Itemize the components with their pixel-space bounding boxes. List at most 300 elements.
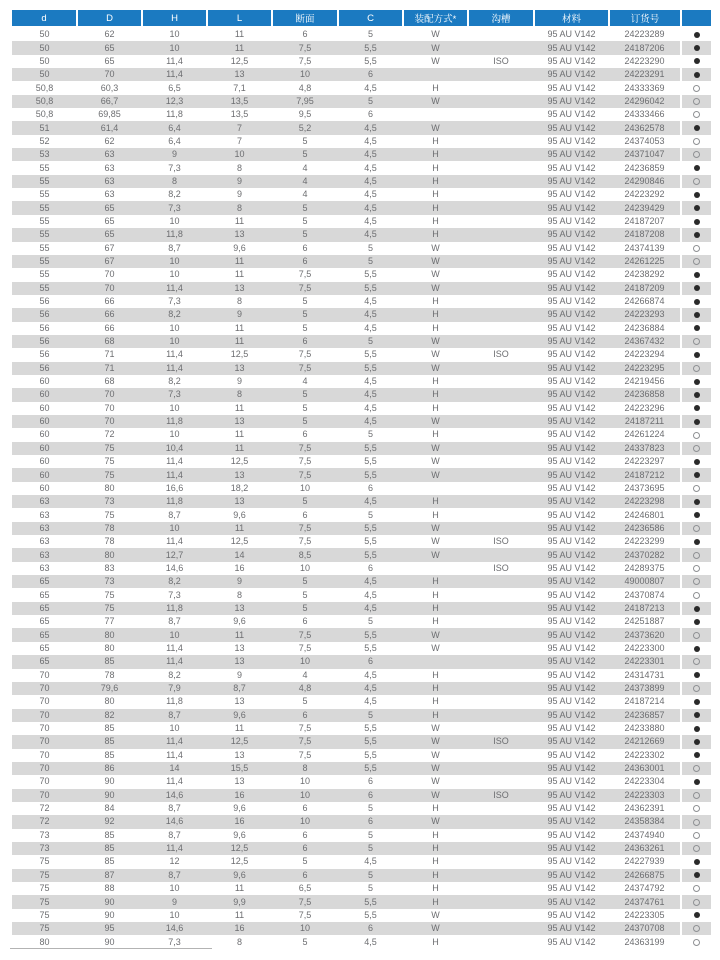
cell-material: 95 AU V142 — [547, 816, 596, 827]
availability-cell — [681, 415, 711, 428]
cell-C: 4,5 — [364, 589, 377, 600]
cell-d: 70 — [39, 776, 50, 787]
cell-C: 4,5 — [364, 175, 377, 186]
cell-D: 85 — [104, 749, 115, 760]
cell-assembly: H — [432, 402, 439, 413]
table-row — [12, 735, 711, 748]
cell-groove — [468, 95, 534, 108]
cell-section: 10 — [299, 656, 310, 667]
cell-C: 5 — [367, 95, 373, 106]
cell-d: 65 — [39, 589, 50, 600]
cell-order-number: 24266875 — [624, 869, 665, 880]
cell-L: 11 — [234, 909, 245, 920]
cell-order-number: 24363199 — [624, 936, 665, 947]
cell-groove — [468, 869, 534, 882]
cell-assembly — [403, 68, 468, 81]
cell-assembly: W — [431, 242, 440, 253]
cell-material: 95 AU V142 — [547, 429, 596, 440]
cell-order-number: 24374761 — [624, 896, 665, 907]
cell-assembly — [403, 562, 468, 575]
empty-circle-icon — [693, 685, 700, 692]
cell-d: 60 — [39, 469, 50, 480]
filled-circle-icon — [694, 272, 700, 278]
cell-D: 85 — [104, 843, 115, 854]
filled-circle-icon — [694, 405, 700, 411]
cell-D: 75 — [104, 509, 115, 520]
cell-D: 78 — [104, 669, 115, 680]
cell-C: 5 — [367, 616, 373, 627]
cell-order-number: 24337823 — [624, 442, 665, 453]
cell-order-number: 24187207 — [624, 215, 665, 226]
availability-cell — [681, 228, 711, 241]
cell-D: 80 — [104, 642, 115, 653]
cell-H: 7,3 — [168, 162, 181, 173]
cell-C: 5,5 — [364, 269, 377, 280]
table-row — [12, 482, 711, 495]
cell-assembly: H — [432, 696, 439, 707]
empty-circle-icon — [693, 805, 700, 812]
cell-d: 63 — [39, 549, 50, 560]
cell-d: 51 — [39, 122, 50, 133]
cell-L: 11 — [234, 29, 245, 40]
filled-circle-icon — [694, 352, 700, 358]
cell-D: 68 — [104, 376, 115, 387]
availability-cell — [681, 642, 711, 655]
cell-assembly: W — [431, 269, 440, 280]
cell-groove — [468, 935, 534, 948]
cell-d: 70 — [39, 709, 50, 720]
cell-section: 4,8 — [298, 82, 312, 93]
cell-section: 6,5 — [298, 883, 312, 894]
cell-C: 5,5 — [364, 469, 377, 480]
cell-D: 70 — [104, 69, 115, 80]
cell-C: 4,5 — [364, 402, 377, 413]
cell-section: 7,5 — [298, 736, 312, 747]
cell-material: 95 AU V142 — [547, 509, 596, 520]
cell-L: 9 — [236, 309, 242, 320]
cell-D: 84 — [104, 803, 115, 814]
cell-assembly: W — [431, 29, 440, 40]
empty-circle-icon — [693, 939, 700, 946]
cell-d: 63 — [39, 562, 50, 573]
cell-section: 10 — [299, 562, 310, 573]
cell-D: 71 — [104, 362, 115, 373]
empty-circle-icon — [693, 432, 700, 439]
cell-assembly: W — [431, 642, 440, 653]
cell-L: 8 — [236, 162, 242, 173]
cell-groove — [468, 855, 534, 868]
cell-section: 7,5 — [298, 642, 312, 653]
cell-material: 95 AU V142 — [547, 282, 596, 293]
availability-cell — [681, 81, 711, 94]
cell-order-number: 24187212 — [624, 469, 665, 480]
cell-H: 6,4 — [168, 135, 181, 146]
cell-groove — [468, 482, 534, 495]
cell-material: 95 AU V142 — [547, 656, 596, 667]
availability-cell — [681, 815, 711, 828]
cell-C: 5,5 — [364, 42, 377, 53]
cell-d: 70 — [39, 749, 50, 760]
cell-D: 80 — [104, 549, 115, 560]
cell-L: 13 — [234, 362, 245, 373]
cell-order-number: 24187213 — [624, 602, 665, 613]
cell-D: 92 — [104, 816, 115, 827]
filled-circle-icon — [694, 726, 700, 732]
cell-L: 8 — [236, 389, 242, 400]
cell-D: 75 — [104, 589, 115, 600]
cell-groove — [468, 455, 534, 468]
cell-C: 4,5 — [364, 322, 377, 333]
filled-circle-icon — [694, 619, 700, 625]
filled-circle-icon — [694, 499, 700, 505]
table-row — [12, 402, 711, 415]
table-row — [12, 161, 711, 174]
cell-material: 95 AU V142 — [547, 909, 596, 920]
cell-section: 6 — [302, 803, 308, 814]
cell-section: 6 — [302, 29, 308, 40]
cell-d: 55 — [39, 242, 50, 253]
cell-groove — [468, 508, 534, 521]
cell-d: 60 — [39, 456, 50, 467]
cell-assembly: W — [431, 763, 440, 774]
empty-circle-icon — [693, 885, 700, 892]
cell-C: 4,5 — [364, 122, 377, 133]
cell-groove — [468, 442, 534, 455]
cell-order-number: 24373620 — [624, 629, 665, 640]
availability-cell — [681, 348, 711, 361]
cell-section: 6 — [302, 429, 308, 440]
cell-d: 50 — [39, 69, 50, 80]
cell-order-number: 24370874 — [624, 589, 665, 600]
cell-assembly: W — [431, 909, 440, 920]
cell-L: 13 — [234, 282, 245, 293]
cell-L: 18,2 — [230, 482, 249, 493]
filled-circle-icon — [694, 165, 700, 171]
cell-d: 65 — [39, 616, 50, 627]
availability-cell — [681, 602, 711, 615]
cell-order-number: 24239429 — [624, 202, 665, 213]
cell-order-number: 24261225 — [624, 256, 665, 267]
cell-material: 95 AU V142 — [547, 602, 596, 613]
cell-material: 95 AU V142 — [547, 683, 596, 694]
cell-H: 11,8 — [166, 696, 183, 707]
cell-L: 12,5 — [230, 55, 249, 66]
cell-C: 5,5 — [364, 456, 377, 467]
cell-d: 70 — [39, 763, 50, 774]
cell-material: 95 AU V142 — [547, 562, 596, 573]
cell-assembly: H — [432, 189, 439, 200]
cell-section: 7,5 — [298, 536, 312, 547]
cell-C: 5,5 — [364, 763, 377, 774]
cell-section: 10 — [299, 923, 310, 934]
cell-d: 72 — [39, 816, 50, 827]
cell-d: 56 — [39, 349, 50, 360]
empty-circle-icon — [693, 832, 700, 839]
cell-D: 65 — [104, 229, 115, 240]
cell-section: 6 — [302, 843, 308, 854]
cell-D: 80 — [104, 696, 115, 707]
filled-circle-icon — [694, 192, 700, 198]
cell-order-number: 24223290 — [624, 55, 665, 66]
cell-assembly — [403, 108, 468, 121]
cell-C: 5 — [367, 803, 373, 814]
cell-groove — [468, 282, 534, 295]
cell-C: 5,5 — [364, 896, 377, 907]
availability-cell — [681, 655, 711, 668]
availability-cell — [681, 442, 711, 455]
table-row — [12, 882, 711, 895]
cell-H: 10 — [169, 522, 180, 533]
cell-C: 6 — [367, 482, 373, 493]
availability-cell — [681, 628, 711, 641]
cell-section: 4 — [302, 376, 308, 387]
cell-section: 7,5 — [298, 42, 312, 53]
cell-assembly — [403, 482, 468, 495]
cell-order-number: 24333369 — [624, 82, 665, 93]
cell-groove — [468, 148, 534, 161]
cell-order-number: 24370282 — [624, 549, 665, 560]
cell-groove — [468, 722, 534, 735]
availability-cell — [681, 829, 711, 842]
cell-material: 95 AU V142 — [547, 629, 596, 640]
cell-section: 7,5 — [298, 456, 312, 467]
cell-section: 10 — [299, 816, 310, 827]
cell-L: 8,7 — [233, 683, 246, 694]
cell-section: 7,5 — [298, 269, 312, 280]
empty-circle-icon — [693, 111, 700, 118]
cell-groove — [468, 522, 534, 535]
cell-L: 12,5 — [230, 349, 249, 360]
cell-d: 70 — [39, 696, 50, 707]
availability-cell — [681, 535, 711, 548]
cell-order-number: 24223305 — [624, 909, 665, 920]
cell-D: 90 — [104, 909, 115, 920]
table-row — [12, 375, 711, 388]
availability-cell — [681, 869, 711, 882]
cell-C: 6 — [367, 816, 373, 827]
cell-C: 5 — [367, 829, 373, 840]
cell-groove: ISO — [493, 536, 509, 547]
filled-circle-icon — [694, 125, 700, 131]
cell-order-number: 24223301 — [624, 656, 665, 667]
cell-material: 95 AU V142 — [547, 696, 596, 707]
empty-circle-icon — [693, 365, 700, 372]
cell-L: 9 — [236, 175, 242, 186]
empty-circle-icon — [693, 178, 700, 185]
cell-d: 65 — [39, 656, 50, 667]
cell-d: 55 — [39, 202, 50, 213]
cell-H: 11,4 — [166, 55, 183, 66]
cell-groove — [468, 615, 534, 628]
cell-C: 5,5 — [364, 362, 377, 373]
cell-groove — [468, 829, 534, 842]
cell-order-number: 24223295 — [624, 362, 665, 373]
cell-section: 9,5 — [298, 109, 312, 120]
table-row — [12, 935, 711, 948]
empty-circle-icon — [693, 338, 700, 345]
cell-material: 95 AU V142 — [547, 389, 596, 400]
cell-section: 6 — [302, 336, 308, 347]
cell-material: 95 AU V142 — [547, 576, 596, 587]
cell-H: 11,4 — [166, 69, 183, 80]
cell-assembly: H — [432, 709, 439, 720]
column-header-availability — [681, 10, 711, 27]
cell-C: 5 — [367, 29, 373, 40]
cell-groove — [468, 362, 534, 375]
cell-L: 16 — [234, 562, 245, 573]
cell-D: 62 — [104, 135, 115, 146]
availability-cell — [681, 308, 711, 321]
table-row — [12, 27, 711, 41]
cell-order-number: 24223293 — [624, 309, 665, 320]
cell-d: 60 — [39, 389, 50, 400]
column-header-H: H — [142, 10, 207, 27]
cell-H: 11,4 — [166, 749, 183, 760]
cell-groove: ISO — [493, 562, 509, 573]
cell-D: 83 — [104, 562, 115, 573]
filled-circle-icon — [694, 32, 700, 38]
cell-C: 4,5 — [364, 496, 377, 507]
table-row — [12, 335, 711, 348]
empty-circle-icon — [693, 765, 700, 772]
cell-C: 5,5 — [364, 282, 377, 293]
cell-D: 80 — [104, 629, 115, 640]
cell-order-number: 24296042 — [624, 95, 665, 106]
cell-assembly: H — [432, 175, 439, 186]
column-header-装配方式*: 装配方式* — [403, 10, 468, 27]
cell-H: 11,8 — [166, 496, 183, 507]
cell-order-number: 24219456 — [624, 376, 665, 387]
cell-groove: ISO — [493, 349, 509, 360]
cell-order-number: 24236857 — [624, 709, 665, 720]
column-header-订货号: 订货号 — [609, 10, 681, 27]
cell-D: 95 — [104, 923, 115, 934]
cell-assembly: H — [432, 803, 439, 814]
availability-cell — [681, 575, 711, 588]
empty-circle-icon — [693, 98, 700, 105]
cell-D: 62 — [104, 29, 115, 40]
cell-L: 11 — [234, 402, 245, 413]
cell-material: 95 AU V142 — [547, 376, 596, 387]
cell-H: 10,4 — [165, 442, 184, 453]
cell-L: 9,6 — [233, 829, 246, 840]
cell-L: 9,6 — [233, 509, 246, 520]
cell-order-number: 24236859 — [624, 162, 665, 173]
table-row — [12, 148, 711, 161]
table-bottom-divider — [10, 948, 212, 949]
empty-circle-icon — [693, 899, 700, 906]
cell-section: 7,5 — [298, 349, 312, 360]
availability-cell — [681, 789, 711, 802]
cell-section: 7,5 — [298, 629, 312, 640]
empty-circle-icon — [693, 792, 700, 799]
availability-cell — [681, 895, 711, 908]
cell-order-number: 24373899 — [624, 683, 665, 694]
cell-material: 95 AU V142 — [547, 309, 596, 320]
cell-groove — [468, 402, 534, 415]
cell-groove — [468, 922, 534, 935]
cell-order-number: 24223289 — [624, 29, 665, 40]
cell-order-number: 24363261 — [624, 843, 665, 854]
cell-C: 4,5 — [364, 602, 377, 613]
filled-circle-icon — [694, 779, 700, 785]
table-row — [12, 535, 711, 548]
cell-assembly: H — [432, 616, 439, 627]
cell-d: 50,8 — [35, 82, 54, 93]
cell-d: 70 — [39, 669, 50, 680]
cell-d: 75 — [39, 909, 50, 920]
cell-material: 95 AU V142 — [547, 469, 596, 480]
cell-D: 80 — [104, 482, 115, 493]
cell-assembly: H — [432, 883, 439, 894]
cell-groove — [468, 669, 534, 682]
availability-cell — [681, 135, 711, 148]
cell-L: 11 — [234, 322, 245, 333]
cell-d: 60 — [39, 376, 50, 387]
table-row — [12, 709, 711, 722]
cell-L: 11 — [234, 256, 245, 267]
cell-material: 95 AU V142 — [547, 162, 596, 173]
cell-D: 90 — [104, 789, 115, 800]
cell-groove — [468, 215, 534, 228]
cell-material: 95 AU V142 — [547, 843, 596, 854]
table-row — [12, 855, 711, 868]
filled-circle-icon — [694, 712, 700, 718]
cell-H: 11,4 — [166, 536, 183, 547]
cell-C: 6 — [367, 656, 373, 667]
cell-order-number: 24223298 — [624, 496, 665, 507]
table-row — [12, 428, 711, 441]
cell-C: 5,5 — [364, 349, 377, 360]
cell-section: 5 — [302, 309, 308, 320]
cell-D: 67 — [104, 242, 115, 253]
availability-cell — [681, 282, 711, 295]
cell-material: 95 AU V142 — [547, 322, 596, 333]
cell-order-number: 24374139 — [624, 242, 665, 253]
cell-material: 95 AU V142 — [547, 215, 596, 226]
cell-L: 13 — [234, 69, 245, 80]
table-row — [12, 415, 711, 428]
cell-L: 11 — [234, 42, 245, 53]
cell-d: 60 — [39, 402, 50, 413]
table-row — [12, 575, 711, 588]
cell-section: 6 — [302, 509, 308, 520]
cell-D: 60,3 — [100, 82, 119, 93]
cell-order-number: 24236884 — [624, 322, 665, 333]
empty-circle-icon — [693, 845, 700, 852]
cell-D: 66 — [104, 309, 115, 320]
table-row — [12, 615, 711, 628]
cell-C: 4,5 — [364, 696, 377, 707]
table-row — [12, 348, 711, 361]
cell-H: 10 — [169, 909, 180, 920]
table-row — [12, 802, 711, 815]
cell-groove: ISO — [493, 736, 509, 747]
cell-groove — [468, 375, 534, 388]
cell-assembly: W — [431, 816, 440, 827]
cell-assembly: H — [432, 202, 439, 213]
cell-material: 95 AU V142 — [547, 135, 596, 146]
cell-d: 65 — [39, 576, 50, 587]
cell-order-number: 24187214 — [624, 696, 665, 707]
cell-groove — [468, 388, 534, 401]
filled-circle-icon — [694, 379, 700, 385]
table-row — [12, 282, 711, 295]
cell-groove — [468, 575, 534, 588]
empty-circle-icon — [693, 525, 700, 532]
cell-H: 12 — [169, 856, 180, 867]
cell-C: 6 — [367, 776, 373, 787]
